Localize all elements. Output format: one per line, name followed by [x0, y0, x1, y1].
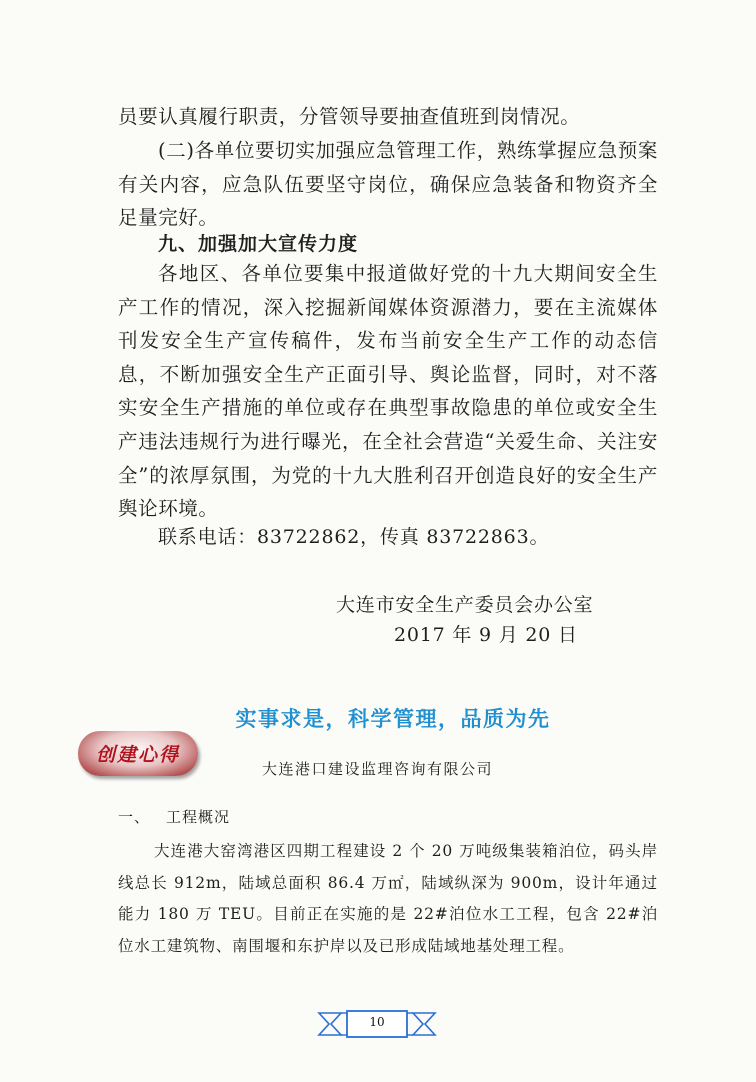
- paragraph-project-overview: 大连港大窑湾港区四期工程建设 2 个 20 万吨级集装箱泊位，码头岸线总长 912m，陆域总面积 86.4 万㎡，陆域纵深为 900m，设计年通过能力 180 万 TEU。目前正在实施的是 22#泊位水工工程，包含 22#泊位水工建筑物、南围堰和东护岸以及已形成陆域地基处理工程。: [118, 842, 658, 955]
- article-company: 大连港口建设监理咨询有限公司: [262, 760, 494, 778]
- paragraph-duty: 员要认真履行职责，分管领导要抽查值班到岗情况。: [118, 105, 581, 128]
- section-heading-nine: 九、加强加大宣传力度: [158, 233, 359, 255]
- paragraph-publicity: 各地区、各单位要集中报道做好党的十九大期间安全生产工作的情况，深入挖掘新闻媒体资源潜力，要在主流媒体刊发安全生产宣传稿件，发布当前安全生产工作的动态信息，不断加强安全生产正面引导、舆论监督，同时，对不落实安全生产措施的单位或存在典型事故隐患的单位或安全生产违法违规行为进行曝光，在全社会营造“关爱生命、关注安全”的浓厚氛围，为党的十九大胜利召开创造良好的安全生产舆论环境。: [118, 262, 658, 521]
- signature-date: 2017 年 9 月 20 日: [394, 624, 578, 646]
- column-badge-label: 创建心得: [95, 744, 180, 766]
- page-number-ribbon: [317, 1007, 437, 1041]
- article-title: 实事求是，科学管理，品质为先: [235, 707, 551, 731]
- paragraph-emergency: (二)各单位要切实加强应急管理工作，熟练掌握应急预案有关内容，应急队伍要坚守岗位，确保应急装备和物资齐全足量完好。: [118, 139, 658, 230]
- section-number: 一、: [118, 808, 151, 826]
- section-heading-overview: [118, 806, 230, 827]
- signature-organization: 大连市安全生产委员会办公室: [336, 594, 594, 616]
- column-badge: [78, 731, 198, 776]
- section-title: 工程概况: [166, 808, 231, 826]
- contact-info: 联系电话：83722862，传真 83722863。: [158, 526, 550, 548]
- page-number: 10: [369, 1015, 385, 1029]
